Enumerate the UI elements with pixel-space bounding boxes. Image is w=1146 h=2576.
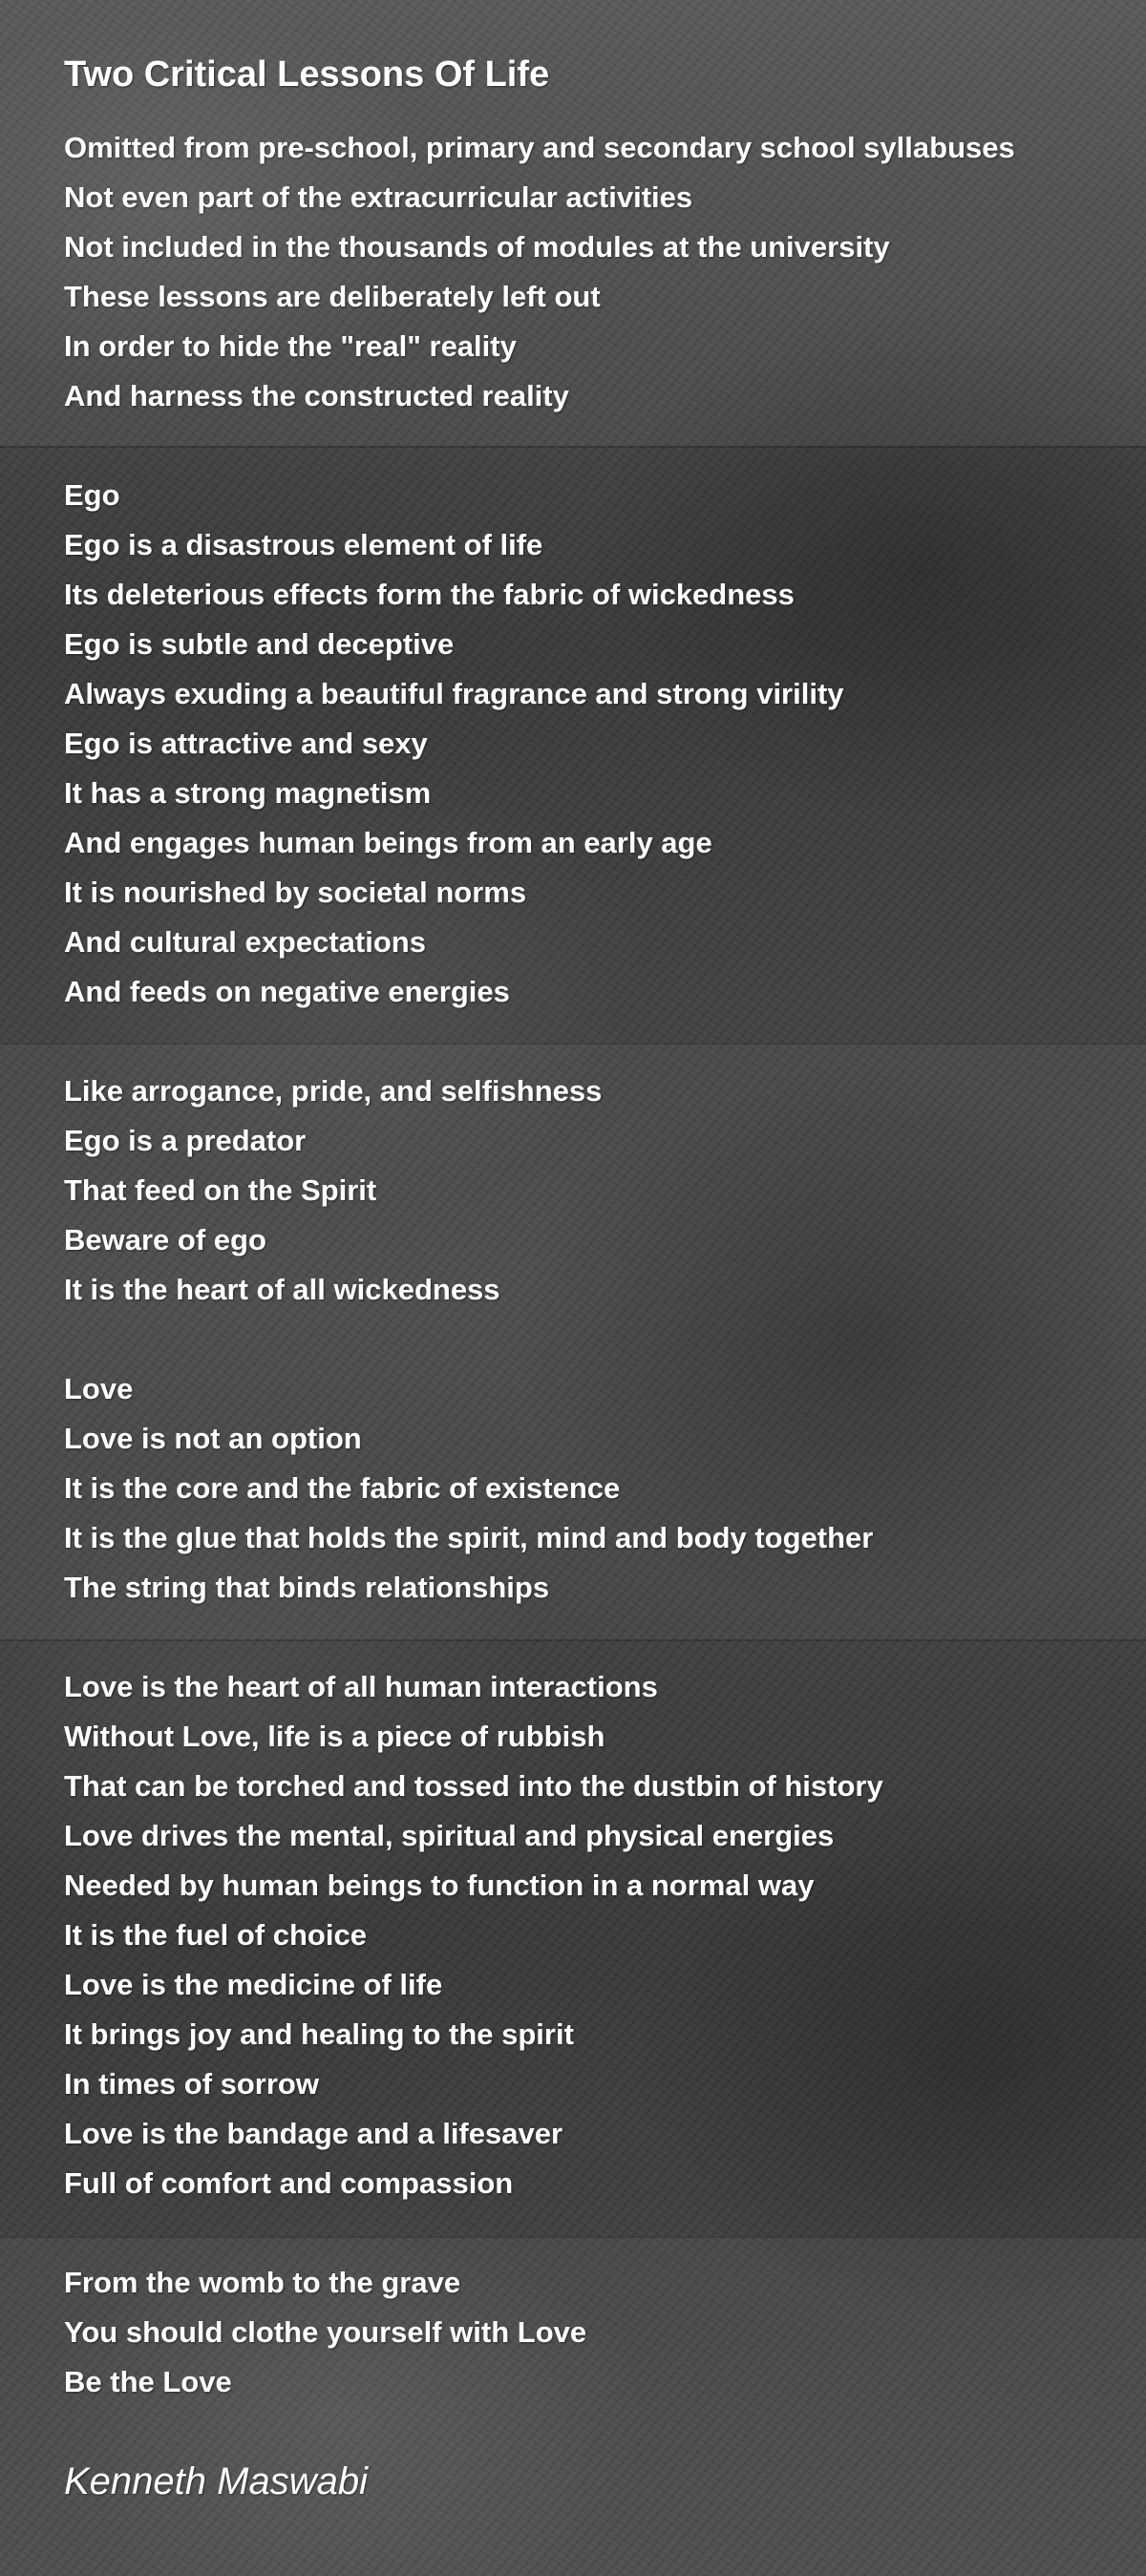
poem-line: Like arrogance, pride, and selfishness — [64, 1074, 603, 1108]
poem-line: You should clothe yourself with Love — [64, 2315, 587, 2349]
poem-author: Kenneth Maswabi — [64, 2460, 368, 2502]
poem-line: Ego — [64, 478, 120, 512]
poem-line: Without Love, life is a piece of rubbish — [64, 1720, 605, 1753]
poem-line: Omitted from pre-school, primary and secondary school syllabuses — [64, 131, 1015, 164]
poem-line: Full of comfort and compassion — [64, 2166, 514, 2200]
poem-line: The string that binds relationships — [64, 1571, 550, 1604]
poem-line: It has a strong magnetism — [64, 776, 432, 810]
poem-line: That feed on the Spirit — [64, 1173, 377, 1207]
poem-line: Love is the heart of all human interactions — [64, 1670, 658, 1703]
poem-line: It is the glue that holds the spirit, mind and body together — [64, 1521, 874, 1554]
poem-line: And engages human beings from an early age — [64, 826, 712, 859]
poem-title: Two Critical Lessons Of Life — [64, 54, 550, 95]
poem-line: Love is the bandage and a lifesaver — [64, 2117, 563, 2150]
poem-line: Ego is attractive and sexy — [64, 727, 428, 760]
poem-line: Not included in the thousands of modules at the university — [64, 230, 890, 264]
poem-content — [64, 50, 1114, 2506]
poem-line: Love is not an option — [64, 1422, 362, 1455]
poem-line: Its deleterious effects form the fabric of wickedness — [64, 578, 795, 611]
poem-line: It is the fuel of choice — [64, 1918, 367, 1952]
stanza-3 — [64, 1066, 1114, 1315]
poem-line: It is nourished by societal norms — [64, 876, 527, 909]
poem-line: Love — [64, 1372, 134, 1405]
poem-line: Not even part of the extracurricular activities — [64, 180, 693, 214]
poem-line: That can be torched and tossed into the dustbin of history — [64, 1769, 883, 1803]
poem-line: Always exuding a beautiful fragrance and strong virility — [64, 677, 844, 710]
poem-line: It is the heart of all wickedness — [64, 1273, 500, 1306]
poem-line: These lessons are deliberately left out — [64, 280, 601, 313]
stanza-4 — [64, 1364, 1114, 1613]
poem-line: It is the core and the fabric of existence — [64, 1471, 621, 1505]
stanza-6 — [64, 2258, 1114, 2407]
stanza-2 — [64, 471, 1114, 1017]
stanza-5 — [64, 1662, 1114, 2208]
poem-line: Beware of ego — [64, 1223, 266, 1256]
stanza-1 — [64, 123, 1114, 421]
poem-line: In order to hide the "real" reality — [64, 329, 517, 363]
poem-line: And feeds on negative energies — [64, 975, 510, 1008]
poem-line: Be the Love — [64, 2365, 232, 2398]
poem-line: It brings joy and healing to the spirit — [64, 2017, 574, 2051]
poem-line: Ego is a disastrous element of life — [64, 528, 543, 561]
poem-line: Love is the medicine of life — [64, 1968, 443, 2001]
poem-line: Love drives the mental, spiritual and physical energies — [64, 1819, 835, 1852]
poem-line: Ego is subtle and deceptive — [64, 627, 455, 661]
poem-line: In times of sorrow — [64, 2067, 319, 2101]
poem-line: Needed by human beings to function in a normal way — [64, 1869, 815, 1902]
poem-line: And harness the constructed reality — [64, 379, 569, 412]
poem-line: And cultural expectations — [64, 925, 426, 959]
poem-line: Ego is a predator — [64, 1124, 307, 1157]
poem-line: From the womb to the grave — [64, 2266, 461, 2299]
